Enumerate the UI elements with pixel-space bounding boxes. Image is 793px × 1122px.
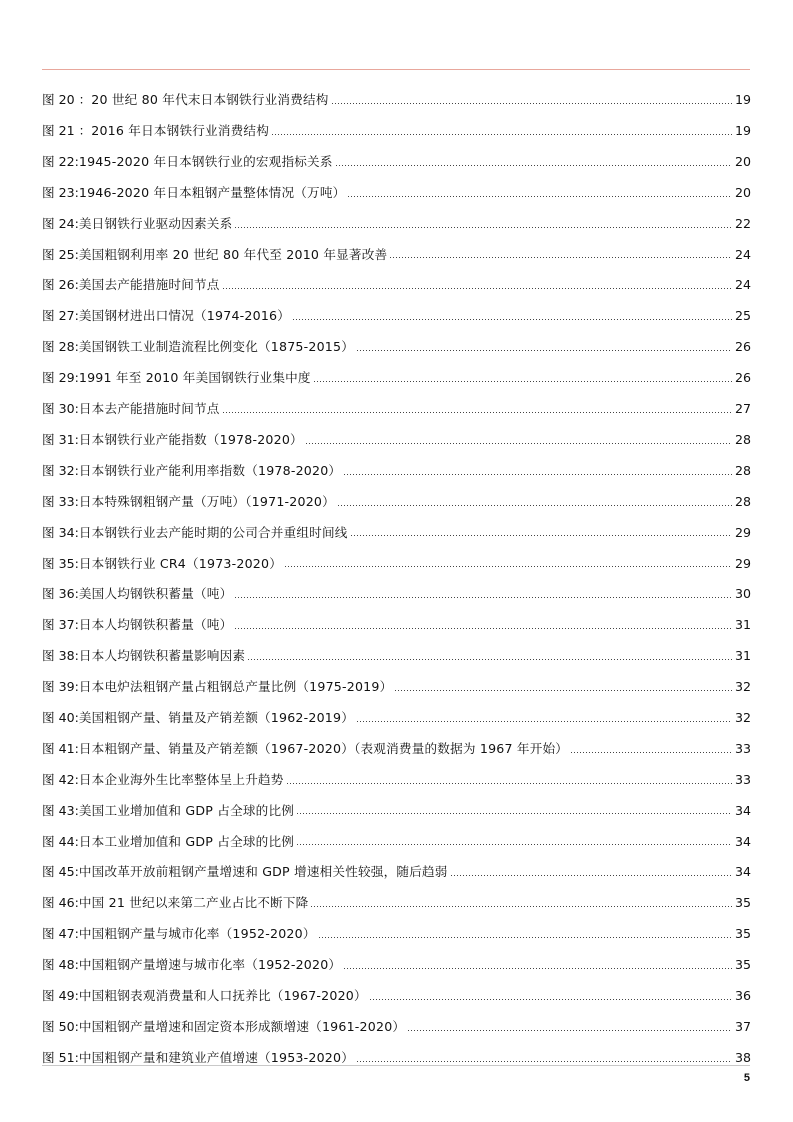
figure-title: 中国改革开放前粗钢产量增速和 GDP 增速相关性较强，随后趋弱	[78, 864, 448, 880]
figure-title: 日本人均钢铁积蓄量（吨）	[78, 617, 233, 633]
figure-page-number: 26	[734, 370, 751, 386]
figure-label: 图 47:	[42, 926, 79, 942]
figure-label: 图 46:	[42, 895, 79, 911]
figure-title: 美国去产能措施时间节点	[78, 277, 220, 293]
figure-label: 图 36:	[42, 586, 79, 602]
dot-leader	[222, 284, 732, 294]
figure-page-number: 27	[734, 401, 751, 417]
figure-page-number: 22	[734, 215, 751, 231]
figure-label: 图 32:	[42, 462, 79, 478]
figure-page-number: 28	[734, 493, 751, 509]
figure-label: 图 24:	[42, 215, 79, 231]
figure-label: 图 23:	[42, 184, 79, 200]
figure-page-number: 28	[734, 462, 751, 478]
figure-page-number: 28	[734, 431, 751, 447]
figure-page-number: 32	[734, 709, 751, 725]
figure-label: 图 45:	[42, 864, 79, 880]
figure-label: 图 35:	[42, 555, 79, 571]
figure-title: 日本去产能措施时间节点	[78, 401, 220, 417]
toc-entry[interactable]	[42, 301, 751, 332]
toc-entry[interactable]	[42, 672, 751, 703]
dot-leader	[389, 253, 732, 263]
toc-entry[interactable]	[42, 116, 751, 147]
figure-label: 图 31:	[42, 431, 79, 447]
figure-title: 日本钢铁行业产能指数（1978-2020）	[78, 431, 303, 447]
figure-title: 美国钢铁工业制造流程比例变化（1875-2015）	[78, 339, 355, 355]
figure-title: 日本工业增加值和 GDP 占全球的比例	[78, 833, 295, 849]
dot-leader	[296, 809, 732, 819]
figure-title: 日本钢铁行业 CR4（1973-2020）	[78, 555, 283, 571]
toc-entry[interactable]	[42, 826, 751, 857]
toc-entry[interactable]	[42, 950, 751, 981]
figure-title: 日本钢铁行业去产能时期的公司合并重组时间线	[78, 524, 348, 540]
toc-entry[interactable]	[42, 548, 751, 579]
figure-title: 美日钢铁行业驱动因素关系	[78, 215, 233, 231]
figure-label: 图 27:	[42, 308, 79, 324]
figure-title: 中国粗钢产量和建筑业产值增速（1953-2020）	[78, 1049, 355, 1065]
figure-page-number: 25	[734, 308, 751, 324]
dot-leader	[369, 994, 732, 1004]
figure-title: 日本粗钢产量、销量及产销差额（1967-2020）（表观消费量的数据为 1967 年开始）	[78, 740, 569, 756]
figure-page-number: 35	[734, 957, 751, 973]
toc-entry[interactable]	[42, 270, 751, 301]
figure-label: 图 40:	[42, 709, 79, 725]
figure-page-number: 31	[734, 648, 751, 664]
dot-leader	[284, 562, 732, 572]
figure-title: 中国粗钢表观消费量和人口抚养比（1967-2020）	[78, 987, 367, 1003]
toc-entry[interactable]	[42, 456, 751, 487]
figure-title: 美国钢材进出口情况（1974-2016）	[78, 308, 291, 324]
dot-leader	[450, 871, 732, 881]
toc-entry[interactable]	[42, 487, 751, 518]
figure-label: 图 37:	[42, 617, 79, 633]
figure-page-number: 36	[734, 987, 751, 1003]
dot-leader	[271, 129, 732, 139]
toc-entry[interactable]	[42, 765, 751, 796]
toc-entry[interactable]	[42, 178, 751, 209]
toc-entry[interactable]	[42, 147, 751, 178]
toc-entry[interactable]	[42, 981, 751, 1012]
dot-leader	[305, 438, 732, 448]
toc-entry[interactable]	[42, 1012, 751, 1043]
dot-leader	[318, 932, 732, 942]
figure-page-number: 24	[734, 246, 751, 262]
figure-page-number: 34	[734, 864, 751, 880]
figure-page-number: 33	[734, 771, 751, 787]
header-divider	[42, 69, 750, 70]
dot-leader	[394, 685, 732, 695]
figure-title: 日本人均钢铁积蓄量影响因素	[78, 648, 246, 664]
dot-leader	[337, 500, 732, 510]
figure-label: 图 20 ：	[42, 92, 92, 108]
figure-label: 图 49:	[42, 987, 79, 1003]
figure-label: 图 42:	[42, 771, 79, 787]
toc-entry[interactable]	[42, 363, 751, 394]
figure-page-number: 37	[734, 1018, 751, 1034]
toc-entry[interactable]	[42, 734, 751, 765]
figure-page-number: 30	[734, 586, 751, 602]
toc-entry[interactable]	[42, 888, 751, 919]
figure-page-number: 19	[734, 92, 751, 108]
toc-entry[interactable]	[42, 209, 751, 240]
dot-leader	[350, 531, 732, 541]
figure-page-number: 20	[734, 184, 751, 200]
figure-page-number: 26	[734, 339, 751, 355]
figure-label: 图 50:	[42, 1018, 79, 1034]
footer-divider	[42, 1065, 750, 1066]
toc-entry[interactable]	[42, 425, 751, 456]
figure-label: 图 30:	[42, 401, 79, 417]
dot-leader	[222, 407, 732, 417]
figure-page-number: 35	[734, 926, 751, 942]
figure-title: 美国工业增加值和 GDP 占全球的比例	[78, 802, 295, 818]
figure-label: 图 41:	[42, 740, 79, 756]
figure-label: 图 43:	[42, 802, 79, 818]
figure-page-number: 34	[734, 802, 751, 818]
figure-label: 图 25:	[42, 246, 79, 262]
toc-entry[interactable]	[42, 795, 751, 826]
figure-title: 美国粗钢产量、销量及产销差额（1962-2019）	[78, 709, 355, 725]
figure-label: 图 26:	[42, 277, 79, 293]
figure-label: 图 34:	[42, 524, 79, 540]
figure-label: 图 22:	[42, 153, 79, 169]
figure-title: 1946-2020 年日本粗钢产量整体情况（万吨）	[78, 184, 346, 200]
dot-leader	[234, 624, 732, 634]
figure-title: 美国粗钢利用率 20 世纪 80 年代至 2010 年显著改善	[78, 246, 388, 262]
toc-entry[interactable]	[42, 579, 751, 610]
figure-title: 1991 年至 2010 年美国钢铁行业集中度	[78, 370, 311, 386]
figure-page-number: 19	[734, 123, 751, 139]
figure-title: 日本特殊钢粗钢产量（万吨）（1971-2020）	[78, 493, 335, 509]
toc-entry[interactable]	[42, 517, 751, 548]
figure-label: 图 29:	[42, 370, 79, 386]
figure-title: 20 世纪 80 年代末日本钢铁行业消费结构	[91, 92, 329, 108]
toc-entry[interactable]	[42, 857, 751, 888]
dot-leader	[335, 160, 732, 170]
figure-label: 图 28:	[42, 339, 79, 355]
figure-page-number: 29	[734, 524, 751, 540]
toc-entry[interactable]	[42, 1043, 751, 1074]
dot-leader	[313, 376, 732, 386]
toc-entry[interactable]	[42, 85, 751, 116]
figure-title: 中国粗钢产量与城市化率（1952-2020）	[78, 926, 316, 942]
figure-page-number: 29	[734, 555, 751, 571]
dot-leader	[234, 593, 732, 603]
figure-title: 日本企业海外生比率整体呈上升趋势	[78, 771, 284, 787]
dot-leader	[247, 654, 732, 664]
figure-label: 图 33:	[42, 493, 79, 509]
figure-index-list	[42, 85, 751, 1074]
figure-page-number: 33	[734, 740, 751, 756]
toc-entry[interactable]	[42, 610, 751, 641]
dot-leader	[292, 315, 732, 325]
figure-page-number: 35	[734, 895, 751, 911]
figure-page-number: 34	[734, 833, 751, 849]
dot-leader	[296, 840, 732, 850]
figure-title: 2016 年日本钢铁行业消费结构	[91, 123, 270, 139]
dot-leader	[356, 346, 732, 356]
figure-title: 日本钢铁行业产能利用率指数（1978-2020）	[78, 462, 342, 478]
toc-entry[interactable]	[42, 641, 751, 672]
figure-page-number: 38	[734, 1049, 751, 1065]
figure-title: 中国粗钢产量增速与城市化率（1952-2020）	[78, 957, 342, 973]
dot-leader	[331, 98, 732, 108]
figure-page-number: 24	[734, 277, 751, 293]
dot-leader	[407, 1025, 732, 1035]
toc-entry[interactable]	[42, 239, 751, 270]
figure-title: 中国粗钢产量增速和固定资本形成额增速（1961-2020）	[78, 1018, 406, 1034]
figure-label: 图 44:	[42, 833, 79, 849]
toc-entry[interactable]	[42, 703, 751, 734]
figure-title: 美国人均钢铁积蓄量（吨）	[78, 586, 233, 602]
dot-leader	[234, 222, 732, 232]
figure-label: 图 38:	[42, 648, 79, 664]
toc-entry[interactable]	[42, 332, 751, 363]
figure-page-number: 32	[734, 679, 751, 695]
figure-label: 图 48:	[42, 957, 79, 973]
dot-leader	[570, 747, 732, 757]
dot-leader	[286, 778, 732, 788]
toc-entry[interactable]	[42, 394, 751, 425]
dot-leader	[343, 963, 732, 973]
figure-page-number: 31	[734, 617, 751, 633]
dot-leader	[343, 469, 732, 479]
dot-leader	[310, 902, 732, 912]
toc-entry[interactable]	[42, 919, 751, 950]
figure-label: 图 39:	[42, 679, 79, 695]
figure-title: 中国 21 世纪以来第二产业占比不断下降	[78, 895, 309, 911]
figure-page-number: 20	[734, 153, 751, 169]
page-number: 5	[743, 1072, 750, 1084]
figure-label: 图 51:	[42, 1049, 79, 1065]
figure-title: 日本电炉法粗钢产量占粗钢总产量比例（1975-2019）	[78, 679, 393, 695]
figure-title: 1945-2020 年日本钢铁行业的宏观指标关系	[78, 153, 333, 169]
figure-label: 图 21 ：	[42, 123, 92, 139]
dot-leader	[347, 191, 732, 201]
dot-leader	[356, 716, 732, 726]
